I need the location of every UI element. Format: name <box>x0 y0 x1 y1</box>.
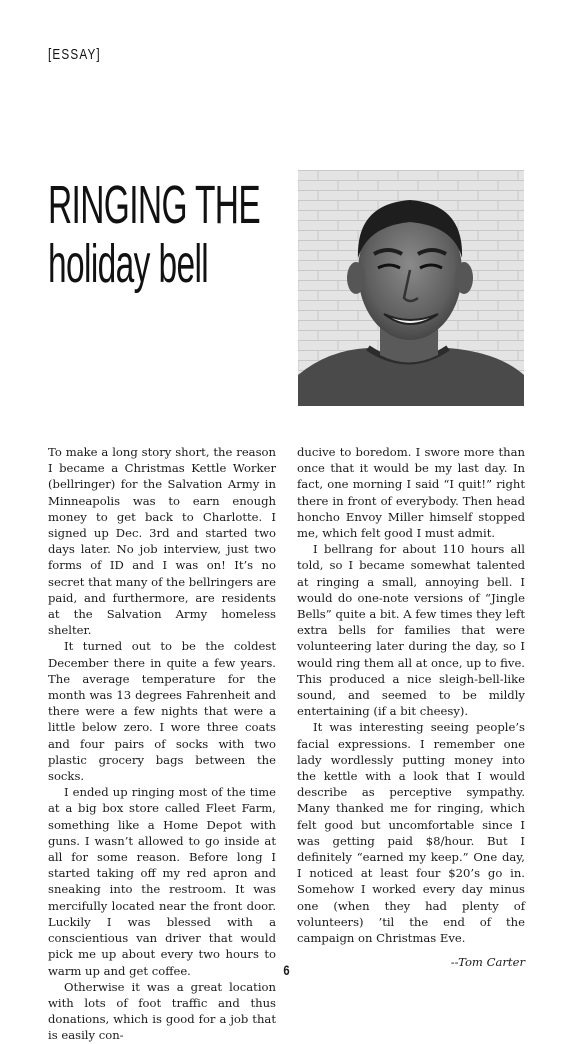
author-signature: --Tom Carter <box>450 955 525 970</box>
left-column <box>48 444 276 1044</box>
paragraph: It turned out to be the coldest December there in quite a few years. The average temperature for the month was 13 degrees Fahrenheit and there were a few nights that were a little below zero. I wore three coats and four pairs of socks with two plastic grocery bags between the socks. <box>48 639 276 784</box>
paragraph: ducive to boredom. I swore more than once that it would be my last day. In fact, one morning I said “I quit!” right there in front of everybody. Then head honcho Envoy Miller himself stopped me, which felt good I must admit. <box>297 445 525 541</box>
paragraph: Otherwise it was a great location with lots of foot traffic and thus donations, which is good for a job that is easily con- <box>48 979 276 1043</box>
article-title <box>48 175 261 294</box>
right-column <box>297 444 525 971</box>
paragraph: It was interesting seeing people’s facial expressions. I remember one lady wordlessly putting money into the kettle with a look that I would describe as perceptive sympathy. Many thanked me for ringing, which felt good but uncomfortable since I was getting paid $8/hour. But I definitely “earned my keep.” One day, I noticed at least four $20’s go in. Somehow I worked every day minus one (when they had plenty of volunteers) ’til the end of the campaign on Christmas Eve. <box>297 720 525 946</box>
portrait-photo <box>298 170 524 406</box>
section-label: [ESSAY] <box>48 46 101 63</box>
paragraph: I bellrang for about 110 hours all told, so I became somewhat talented at ringing a small, annoying bell. I would do one-note versions of “Jingle Bells” quite a bit. A few times they left extra bells for families that were volunteering later during the day, so I would ring them all at once, up to five. This produced a nice sleigh-bell-like sound, and seemed to be mildly entertaining (if a bit cheesy). <box>297 542 525 719</box>
title-line-1: RINGING THE <box>48 175 261 235</box>
paragraph: I ended up ringing most of the time at a big box store called Fleet Farm, something like a Home Depot with guns. I wasn’t allowed to go inside at all for some reason. Before long I started taking off my red apron and sneaking into the restroom. It was mercifully located near the front door. Luckily I was blessed with a conscientious van driver that would pick me up about every two hours to warm up and get coffee. <box>48 785 276 978</box>
page-number: 6 <box>283 962 290 978</box>
portrait-illustration <box>298 170 524 406</box>
title-line-2: holiday bell <box>48 234 209 294</box>
paragraph: To make a long story short, the reason I became a Christmas Kettle Worker (bellringer) for the Salvation Army in Minneapolis was to earn enough money to get back to Charlotte. I signed up Dec. 3rd and started two days later. No job interview, just two forms of ID and I was on! It’s no secret that many of the bellringers are paid, and furthermore, are residents at the Salvation Army homeless shelter. <box>48 445 276 638</box>
